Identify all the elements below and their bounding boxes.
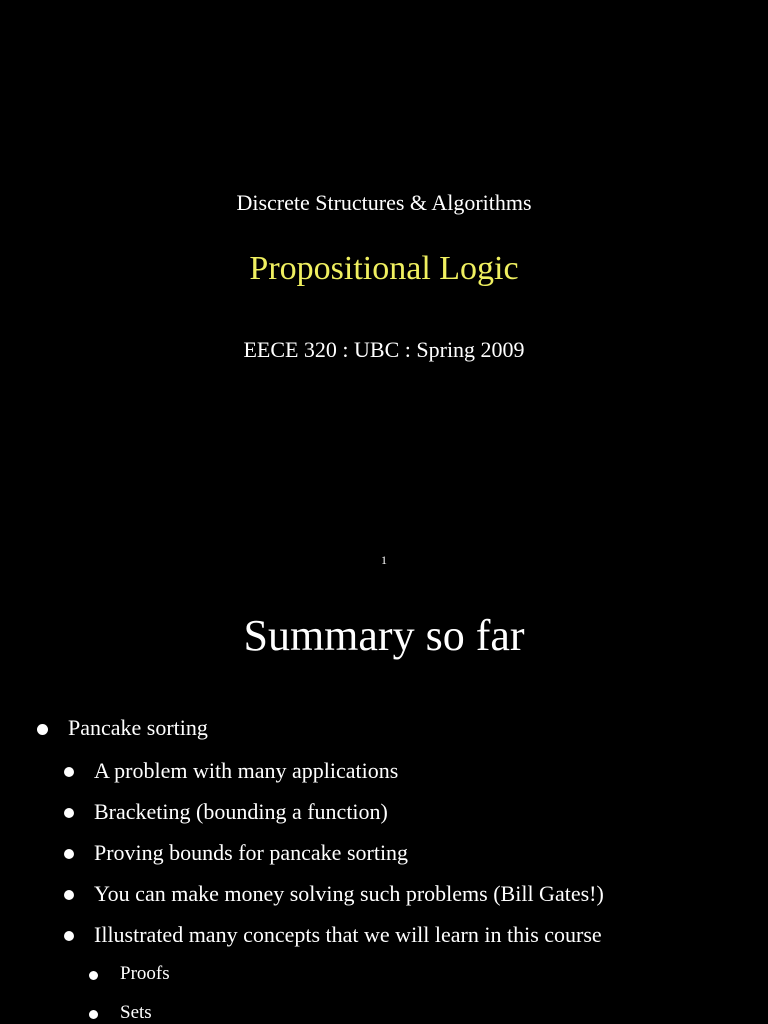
bullet-icon <box>64 931 74 941</box>
course-name: Discrete Structures & Algorithms <box>236 190 532 215</box>
course-info: EECE 320 : UBC : Spring 2009 <box>243 337 525 362</box>
bullet-text: Bracketing (bounding a function) <box>94 799 388 824</box>
bullet-text: Proofs <box>120 963 170 984</box>
bullet-text: Proving bounds for pancake sorting <box>94 840 409 865</box>
bullet-text: Illustrated many concepts that we will learn in this course <box>94 922 602 947</box>
bullet-text: You can make money solving such problems (Bill Gates!) <box>94 881 604 906</box>
bullet-text: Sets <box>120 1002 152 1023</box>
list-item <box>120 1002 152 1024</box>
bullet-icon <box>89 1010 98 1019</box>
bullet-icon <box>64 767 74 777</box>
list-item <box>94 758 398 784</box>
summary-slide <box>0 580 768 1024</box>
bullet-icon <box>37 724 48 735</box>
bullet-text: Pancake sorting <box>68 715 208 740</box>
page-number: 1 <box>381 553 387 567</box>
list-item <box>94 799 388 825</box>
list-item <box>94 881 604 907</box>
bullet-icon <box>89 971 98 980</box>
list-item <box>94 922 602 948</box>
list-item <box>94 840 408 866</box>
bullet-icon <box>64 849 74 859</box>
summary-title: Summary so far <box>243 611 525 660</box>
bullet-icon <box>64 808 74 818</box>
list-item <box>120 963 170 985</box>
bullet-icon <box>64 890 74 900</box>
list-item <box>68 715 208 741</box>
bullet-text: A problem with many applications <box>94 758 399 783</box>
deck-title: Propositional Logic <box>249 250 519 287</box>
